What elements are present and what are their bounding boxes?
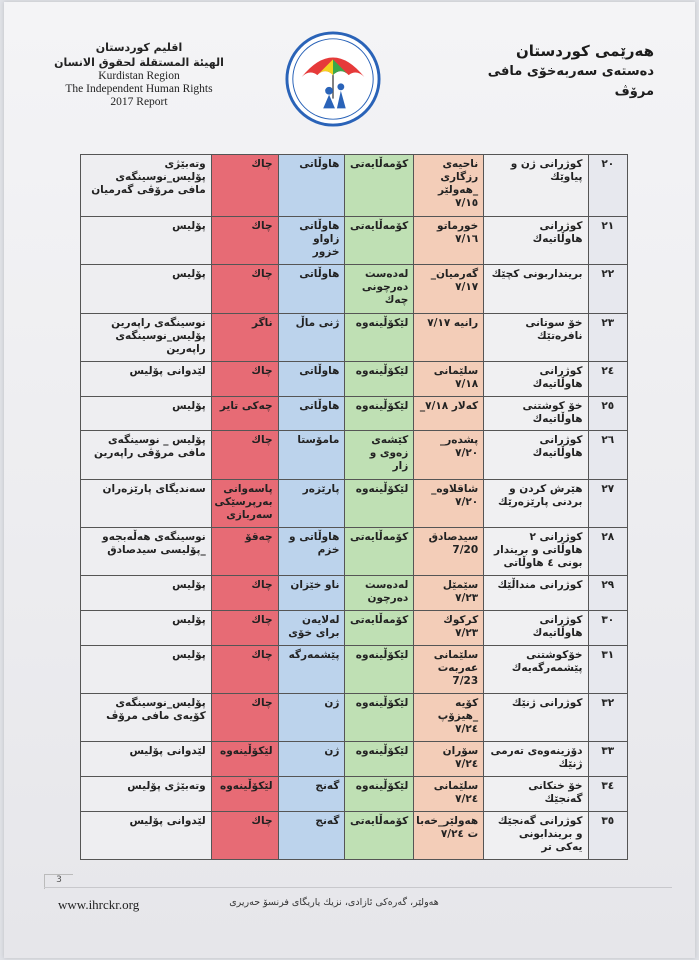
status-cell: پاسەوانی بەرپرسێكی سەربازی — [211, 479, 278, 527]
action-cell — [81, 527, 212, 575]
status-cell: چاك — [211, 645, 278, 693]
event-cell: خۆ سوتانی نافرەتێك — [484, 313, 588, 361]
victim-cell: ژن — [278, 693, 345, 741]
victim-cell: هاوڵاتی — [278, 361, 345, 396]
action-text: لێدوانی پۆلیس — [129, 814, 206, 827]
source-cell: لەدەست دەرچونی چەك — [345, 265, 414, 313]
place-date-cell: سلێمانی ٧/٢٤ — [414, 776, 484, 811]
source-cell: لێكۆڵینەوە — [345, 742, 414, 777]
table-row — [81, 361, 628, 396]
header-left-english-1: Kurdistan Region — [98, 70, 180, 82]
action-text: پۆلیس _ نوسینگەی مافی مرۆڤی راپەرین — [94, 434, 206, 460]
place-date-cell: كۆیە _هیزۆپ ٧/٢٤ — [414, 693, 484, 741]
action-text: نوسینگەی راپەرین پۆلیس_نوسینگەی راپەرین — [111, 316, 206, 355]
header-right — [454, 40, 654, 102]
row-number: ٢٠ — [588, 155, 628, 217]
status-cell: چاك — [211, 693, 278, 741]
table-row — [81, 527, 628, 575]
status-cell: چاك — [211, 265, 278, 313]
source-cell: لەدەست دەرچون — [345, 576, 414, 611]
source-cell: لێكۆڵینەوە — [345, 396, 414, 431]
row-number: ٢٤ — [588, 361, 628, 396]
header-right-kurdish-2: دەستەی سەربەخۆی مافی مرۆڤ — [487, 64, 654, 99]
action-text: لێدوانی پۆلیس — [129, 364, 206, 377]
action-text: پۆلیس — [172, 579, 206, 592]
status-cell: چاك — [211, 155, 278, 217]
place-date-cell: هەولێر_خەبا ت ٧/٢٤ — [414, 811, 484, 859]
event-cell: برینداربونی كچێك — [484, 265, 588, 313]
action-cell — [81, 776, 212, 811]
event-cell: كوژرانی هاوڵاتیەك — [484, 610, 588, 645]
row-number: ٢٨ — [588, 527, 628, 575]
event-cell: كوژرانی هاوڵاتیەك — [484, 216, 588, 264]
place-date-cell: ناحیەی رزگاری _هەولێر ٧/١٥ — [414, 155, 484, 217]
event-cell: كوژرانی ژنێك — [484, 693, 588, 741]
row-number: ٣٠ — [588, 610, 628, 645]
status-cell: چاك — [211, 610, 278, 645]
victim-cell: پێشمەرگە — [278, 645, 345, 693]
source-cell: لێكۆڵینەوە — [345, 645, 414, 693]
place-date-cell: سلێمانی عەربەت 7/23 — [414, 645, 484, 693]
incident-table — [80, 154, 628, 860]
row-number: ٢٢ — [588, 265, 628, 313]
status-cell: چاك — [211, 811, 278, 859]
victim-cell: گەنج — [278, 811, 345, 859]
event-cell: كوژرانی منداڵێك — [484, 576, 588, 611]
row-number: ٢٦ — [588, 431, 628, 479]
victim-cell: هاوڵاتی و خزم — [278, 527, 345, 575]
status-cell: چاك — [211, 216, 278, 264]
header-left — [44, 40, 234, 109]
event-cell: خۆ كوشتنی هاوڵاتیەك — [484, 396, 588, 431]
row-number: ٣٢ — [588, 693, 628, 741]
place-date-cell: شاقلاوە_ ٧/٢٠ — [414, 479, 484, 527]
action-cell — [81, 811, 212, 859]
website-text: www.ihrckr.org — [58, 897, 140, 912]
event-cell: خۆكوشتنی پێشمەرگەیەك — [484, 645, 588, 693]
status-cell: چاك — [211, 431, 278, 479]
table-row — [81, 216, 628, 264]
action-cell — [81, 576, 212, 611]
action-text: پۆلیس — [172, 219, 206, 232]
event-cell: كوژرانی ٢ هاوڵاتی و بریندار بونی ٤ هاوڵاتی — [484, 527, 588, 575]
event-cell: دۆزینەوەی تەرمی ژنێك — [484, 742, 588, 777]
row-number: ٣٥ — [588, 811, 628, 859]
action-text: وتەبێژی پۆلیس — [127, 779, 206, 792]
action-cell — [81, 742, 212, 777]
row-number: ٣٣ — [588, 742, 628, 777]
table-row — [81, 576, 628, 611]
action-cell — [81, 645, 212, 693]
action-cell — [81, 216, 212, 264]
table-row — [81, 313, 628, 361]
place-date-cell: سۆران ٧/٢٤ — [414, 742, 484, 777]
header-left-arabic-2: الهيئة المستقلة لحقوق الانسان — [54, 56, 224, 69]
source-cell: لێكۆڵینەوە — [345, 361, 414, 396]
status-cell: چەكی تایر — [211, 396, 278, 431]
source-cell: لێكۆڵینەوە — [345, 313, 414, 361]
action-cell — [81, 610, 212, 645]
status-cell: لێكۆڵینەوە — [211, 742, 278, 777]
table-row — [81, 693, 628, 741]
place-date-cell: پشدەر_ ٧/٢٠ — [414, 431, 484, 479]
place-date-cell: گەرمیان_ ٧/١٧ — [414, 265, 484, 313]
status-cell: چاك — [211, 576, 278, 611]
status-cell: لێكۆڵینەوە — [211, 776, 278, 811]
table-row — [81, 742, 628, 777]
table-row — [81, 610, 628, 645]
source-cell: لێكۆڵینەوە — [345, 776, 414, 811]
place-date-cell: سیدصادق 7/20 — [414, 527, 484, 575]
footer-divider — [44, 887, 672, 888]
action-cell — [81, 479, 212, 527]
action-text: پۆلیس — [172, 268, 206, 281]
action-text: پۆلیس_نوسینگەی كۆیەی مافی مرۆڤ — [106, 696, 206, 722]
row-number: ٣١ — [588, 645, 628, 693]
action-cell — [81, 265, 212, 313]
action-cell — [81, 693, 212, 741]
row-number: ٢٣ — [588, 313, 628, 361]
victim-cell: ژنی ماڵ — [278, 313, 345, 361]
header-left-arabic-1: اقليم كوردستان — [95, 41, 183, 54]
place-date-cell: سلێمانی ٧/١٨ — [414, 361, 484, 396]
victim-cell: هاوڵاتی — [278, 155, 345, 217]
event-cell: كوژرانی ژن و پیاوێك — [484, 155, 588, 217]
action-cell — [81, 313, 212, 361]
victim-cell: هاوڵاتی — [278, 396, 345, 431]
organization-logo — [284, 30, 382, 128]
table-row — [81, 431, 628, 479]
victim-cell: لەلایەن برای خۆی — [278, 610, 345, 645]
victim-cell: گەنج — [278, 776, 345, 811]
page-number: 3 — [44, 874, 73, 889]
action-text: پۆلیس — [172, 648, 206, 661]
table-row — [81, 776, 628, 811]
action-cell — [81, 431, 212, 479]
place-date-cell: كركوك ٧/٢٣ — [414, 610, 484, 645]
header-right-kurdish-1: هەرێمی كوردستان — [516, 42, 654, 60]
victim-cell: پارێزەر — [278, 479, 345, 527]
action-text: وتەبێژی پۆلیس_نوسینگەی مافی مرۆڤی گەرمیان — [91, 158, 206, 196]
source-cell: كۆمەڵایەتی — [345, 155, 414, 217]
victim-cell: ناو خێزان — [278, 576, 345, 611]
header-left-english-3: 2017 Report — [110, 96, 168, 108]
table-row — [81, 265, 628, 313]
place-date-cell: سێمێل ٧/٢٣ — [414, 576, 484, 611]
action-cell — [81, 396, 212, 431]
event-cell: هێرش كردن و بردنی پارێزەرێك — [484, 479, 588, 527]
victim-cell: مامۆستا — [278, 431, 345, 479]
action-text: لێدوانی پۆلیس — [129, 745, 206, 758]
table-row — [81, 811, 628, 859]
action-cell — [81, 155, 212, 217]
row-number: ٣٤ — [588, 776, 628, 811]
source-cell: كۆمەڵایەتی — [345, 527, 414, 575]
header-left-english-2: The Independent Human Rights — [65, 83, 213, 95]
table-row — [81, 645, 628, 693]
source-cell: كێشەی زەوی و زار — [345, 431, 414, 479]
row-number: ٢٧ — [588, 479, 628, 527]
row-number: ٢٥ — [588, 396, 628, 431]
action-cell — [81, 361, 212, 396]
source-cell: كۆمەڵایەتی — [345, 610, 414, 645]
status-cell: چەقۆ — [211, 527, 278, 575]
event-cell: كوژرانی هاوڵاتیەك — [484, 361, 588, 396]
event-cell: خۆ خنكانی گەنجێك — [484, 776, 588, 811]
source-cell: كۆمەڵایەتی — [345, 811, 414, 859]
place-date-cell: رانیە ٧/١٧ — [414, 313, 484, 361]
event-cell: كوژرانی گەنجێك و بریندابونی یەكی تر — [484, 811, 588, 859]
table-row — [81, 479, 628, 527]
status-cell: چاك — [211, 361, 278, 396]
action-text: پۆلیس — [172, 613, 206, 626]
place-date-cell: خورماتو ٧/١٦ — [414, 216, 484, 264]
status-cell: ناگر — [211, 313, 278, 361]
source-cell: لێكۆڵینەوە — [345, 693, 414, 741]
action-text: نوسینگەی هەڵەبجەو _پۆلیسی سیدصادق — [102, 530, 206, 556]
action-text: پۆلیس — [172, 399, 206, 412]
victim-cell: هاوڵاتی زاواو خزور — [278, 216, 345, 264]
address-text: هەولێر، گەرەكی ئازادی، نزیك یاریگای فرنسۆ حەریری — [229, 897, 439, 908]
source-cell: كۆمەڵایەتی — [345, 216, 414, 264]
row-number: ٢٩ — [588, 576, 628, 611]
table-row — [81, 396, 628, 431]
victim-cell: ژن — [278, 742, 345, 777]
row-number: ٢١ — [588, 216, 628, 264]
source-cell: لێكۆڵینەوە — [345, 479, 414, 527]
victim-cell: هاوڵاتی — [278, 265, 345, 313]
event-cell: كوژرانی هاوڵاتیەك — [484, 431, 588, 479]
place-date-cell: كەلار ٧/١٨_ — [414, 396, 484, 431]
table-row — [81, 155, 628, 217]
action-text: سەندیگای پارێزەران — [102, 482, 206, 495]
